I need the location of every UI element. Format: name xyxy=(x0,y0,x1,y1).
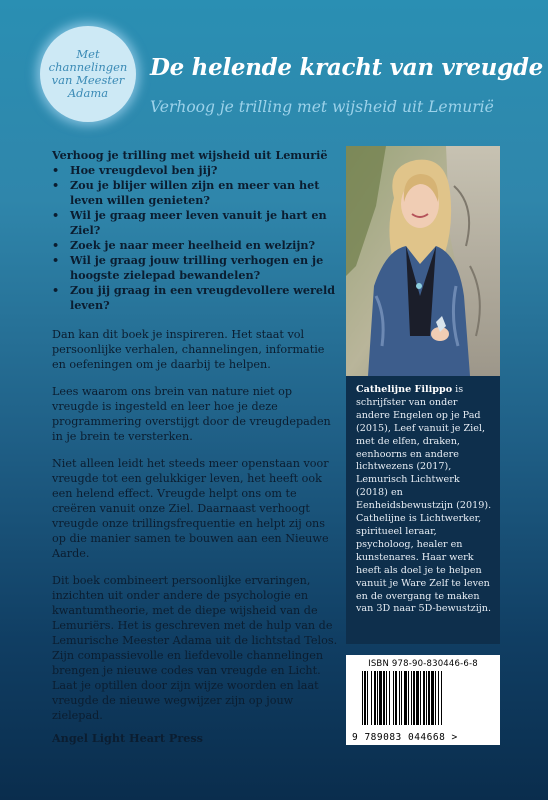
list-item xyxy=(52,283,340,313)
barcode-bar xyxy=(431,671,434,725)
back-cover-text xyxy=(52,148,340,735)
barcode-bar xyxy=(377,671,378,725)
channeling-badge xyxy=(40,26,136,122)
barcode-bar xyxy=(435,671,436,725)
badge-line: van Meester xyxy=(51,73,125,87)
barcode-bar xyxy=(441,671,442,725)
badge-line: Adama xyxy=(67,86,109,100)
barcode-bar xyxy=(401,671,402,725)
body-paragraph: Lees waarom ons brein van nature niet op vreugde is ingesteld en leer hoe je deze programmering overstijgt door de vreugdepaden in je brein te versterken. xyxy=(52,385,331,443)
question-text: Zou jij graag in een vreugdevollere wereld leven? xyxy=(70,283,336,312)
list-item xyxy=(52,163,340,178)
barcode-bar xyxy=(367,671,368,725)
barcode-bar xyxy=(386,671,387,725)
barcode-bar xyxy=(362,671,363,725)
list-item xyxy=(52,208,340,238)
barcode-bar xyxy=(408,671,409,725)
bullet: • xyxy=(52,208,60,222)
question-text: Zou je blijer willen zijn en meer van het leven willen genieten? xyxy=(70,178,320,207)
body-paragraph: Dit boek combineert persoonlijke ervaringen, inzichten uit onder andere de psychologie en kwantumtheorie, met de diepe wijsheid van de Lemuriërs. Het is geschreven met de hulp van de Lemurische Meester Adama uit de lichtstad Telos. Zijn compassievolle en liefdevolle channelingen brengen je nieuwe codes van vreugde en Licht. Laat je optillen door zijn wijze woorden en laat vreugde de nieuwe wegwijzer zijn op jouw zielepad. xyxy=(52,574,338,722)
author-photo xyxy=(346,146,500,376)
barcode-bar xyxy=(371,671,372,725)
author-bio-text: is schrijfster van onder andere Engelen op je Pad (2015), Leef vanuit je Ziel, met de elfen, draken, eenhoorns en andere lichtwezens (2017), Lemurisch Lichtwerk (2018) en Eenheidsbewustzijn (2019). Cathelijne is Lichtwerker, spiritueel leraar, psycholoog, healer en kunstenares. Haar werk heeft als doel je te helpen vanuit je Ware Zelf te leven en de overgang te maken van 3D naar 5D-bewustzijn. xyxy=(356,384,492,615)
list-item xyxy=(52,178,340,208)
barcode-bar xyxy=(423,671,425,725)
badge-line: Met xyxy=(76,47,100,61)
question-text: Wil je graag jouw trilling verhogen en je hoogste zielepad bewandelen? xyxy=(70,253,324,282)
barcode-bar xyxy=(374,671,376,725)
question-text: Zoek je naar meer heelheid en welzijn? xyxy=(70,238,316,252)
barcode-bar xyxy=(416,671,419,725)
barcode-bar xyxy=(364,671,366,725)
question-list xyxy=(52,163,340,313)
question-text: Hoe vreugdevol ben jij? xyxy=(70,163,218,177)
list-item xyxy=(52,238,340,253)
barcode-bar xyxy=(393,671,394,725)
publisher-name: Angel Light Heart Press xyxy=(52,731,203,745)
barcode-bar xyxy=(404,671,407,725)
body-paragraph: Dan kan dit boek je inspireren. Het staat vol persoonlijke verhalen, channelingen, informatie en oefeningen om je daarbij te helpen. xyxy=(52,328,325,371)
barcode-bar xyxy=(379,671,382,725)
isbn-number: ISBN 978-90-830446-6-8 xyxy=(368,659,478,669)
barcode-bar xyxy=(428,671,430,725)
book-subtitle: Verhoog je trilling met wijsheid uit Lemurië xyxy=(150,98,494,116)
body-paragraph: Niet alleen leidt het steeds meer openstaan voor vreugde tot een gelukkiger leven, het heeft ook een helend effect. Vreugde helpt ons om te creëren vanuit onze Ziel. Daarnaast verhoogt vreugde onze trillingsfrequentie en helpt zij ons op die manier samen te bouwen aan een Nieuwe Aarde. xyxy=(52,457,329,560)
bullet: • xyxy=(52,253,60,267)
intro-lead: Verhoog je trilling met wijsheid uit Lemurië xyxy=(52,148,328,162)
question-text: Wil je graag meer leven vanuit je hart en Ziel? xyxy=(70,208,327,237)
bullet: • xyxy=(52,178,60,192)
bullet: • xyxy=(52,283,60,297)
barcode-bar xyxy=(399,671,400,725)
barcode-graphic xyxy=(352,669,494,727)
barcode-bar xyxy=(395,671,397,725)
author-bio xyxy=(346,376,500,644)
barcode-panel xyxy=(346,655,500,745)
badge-line: channelingen xyxy=(48,60,128,74)
barcode-bar xyxy=(411,671,412,725)
barcode-bar xyxy=(413,671,415,725)
list-item xyxy=(52,253,340,283)
barcode-bar xyxy=(383,671,385,725)
barcode-bar xyxy=(426,671,427,725)
bullet: • xyxy=(52,238,60,252)
barcode-number: 9 789083 044668 > xyxy=(352,732,458,743)
book-title: De helende kracht van vreugde xyxy=(150,54,544,81)
author-name: Cathelijne Filippo xyxy=(356,384,453,395)
barcode-bar xyxy=(389,671,390,725)
barcode-bar xyxy=(420,671,421,725)
barcode-bar xyxy=(438,671,439,725)
bullet: • xyxy=(52,163,60,177)
